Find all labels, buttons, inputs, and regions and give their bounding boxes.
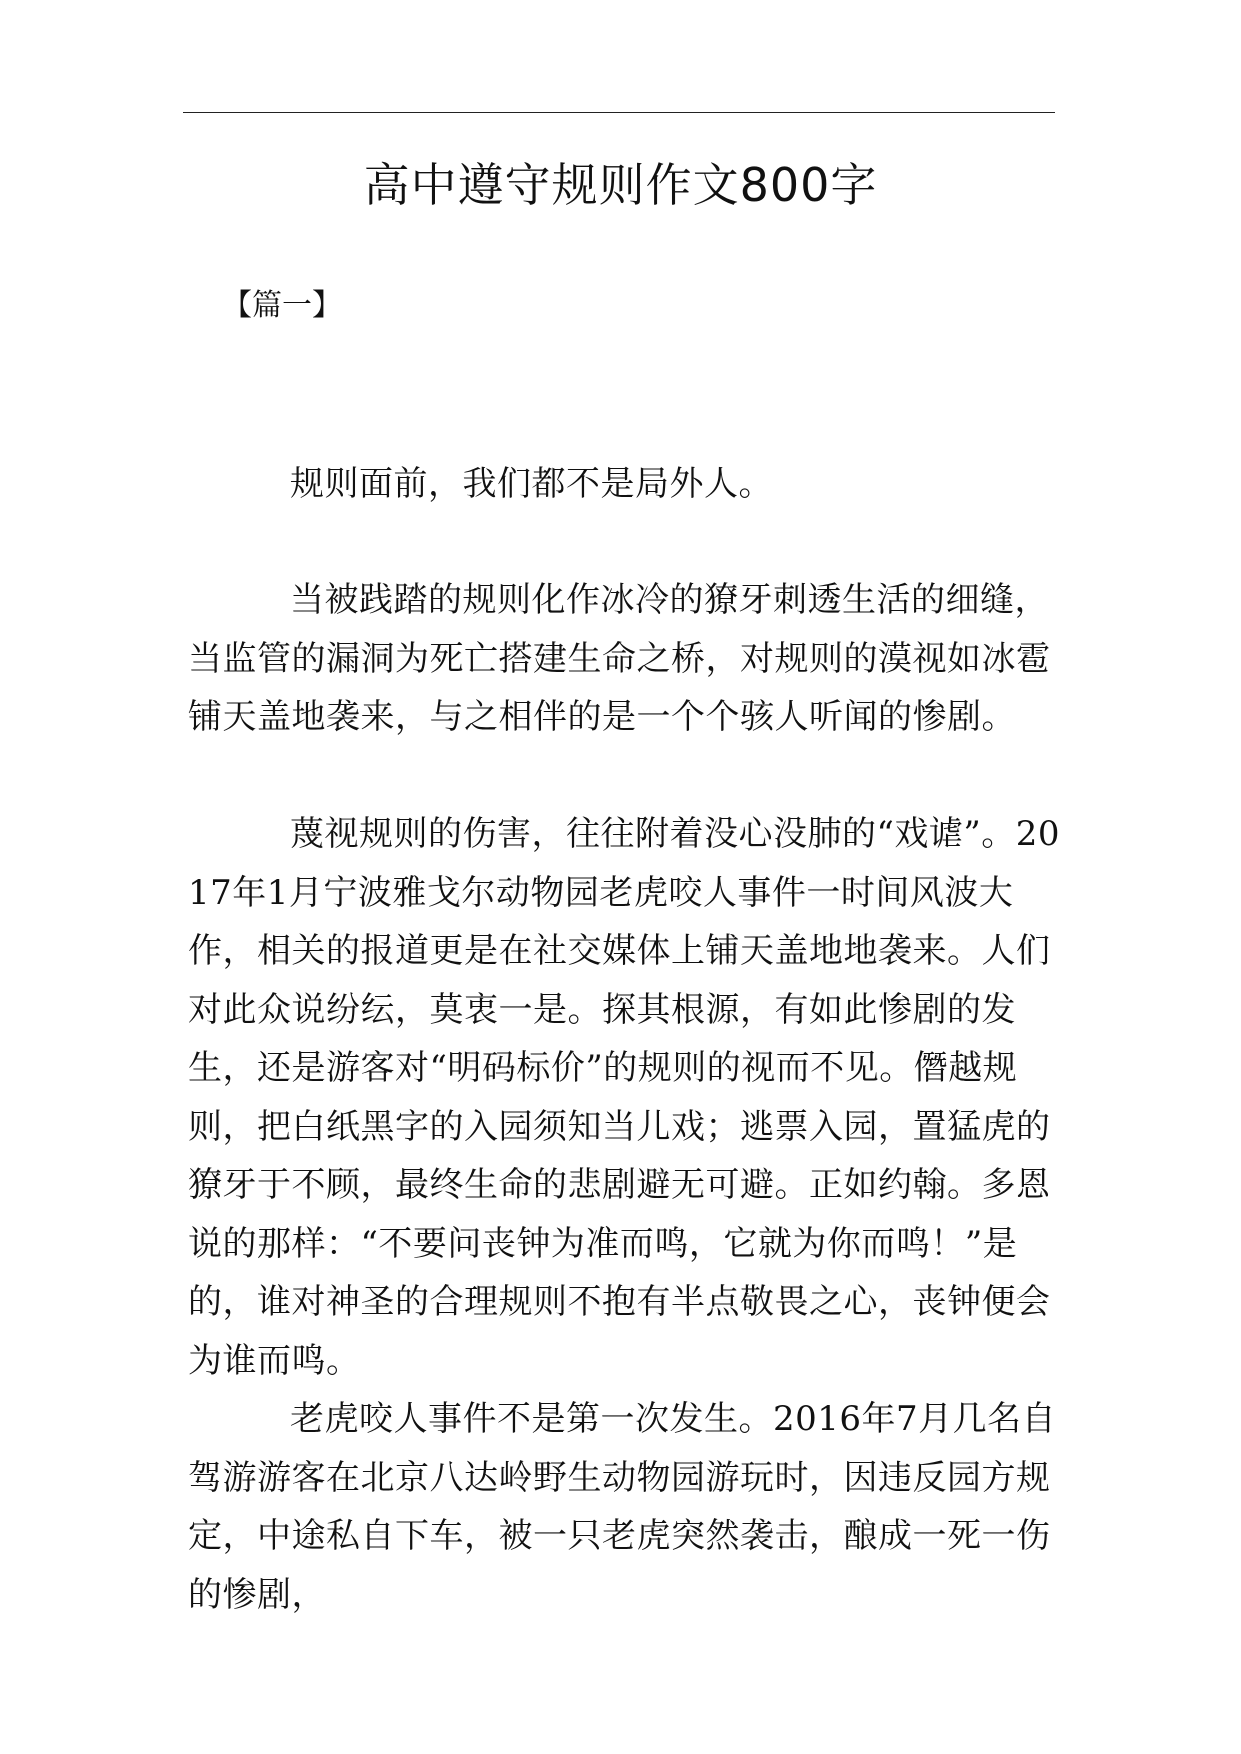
paragraph-4: 老虎咬人事件不是第一次发生。2016年7月几名自驾游游客在北京八达岭野生动物园游玩时，因违反园方规定，中途私自下车，被一只老虎突然袭击，酿成一死一伤的惨剧， [188,1399,1057,1615]
paragraph-1: 规则面前，我们都不是局外人。 [290,464,773,504]
header-rule [183,112,1055,113]
paragraph-3: 蔑视规则的伤害，往往附着没心没肺的“戏谑”。2017年1月宁波雅戈尔动物园老虎咬人事件一时间风波大作，相关的报道更是在社交媒体上铺天盖地地袭来。人们对此众说纷纭，莫衷一是。探其根源，有如此惨剧的发生，还是游客对“明码标价”的规则的视而不见。僭越规则，把白纸黑字的入园须知当儿戏；逃票入园，置猛虎的獠牙于不顾，最终生命的悲剧避无可避。正如约翰。多恩说的那样：“不要问丧钟为准而鸣，它就为你而鸣！”是的，谁对神圣的合理规则不抱有半点敬畏之心，丧钟便会为谁而鸣。 [188,814,1061,1381]
paragraph-2: 当被践踏的规则化作冰冷的獠牙刺透生活的细缝，当监管的漏洞为死亡搭建生命之桥，对规则的漠视如冰雹铺天盖地袭来，与之相伴的是一个个骇人听闻的惨剧。 [188,580,1051,737]
document-title: 高中遵守规则作文800字 [363,158,878,212]
section-label: 【篇一】 [222,288,342,323]
